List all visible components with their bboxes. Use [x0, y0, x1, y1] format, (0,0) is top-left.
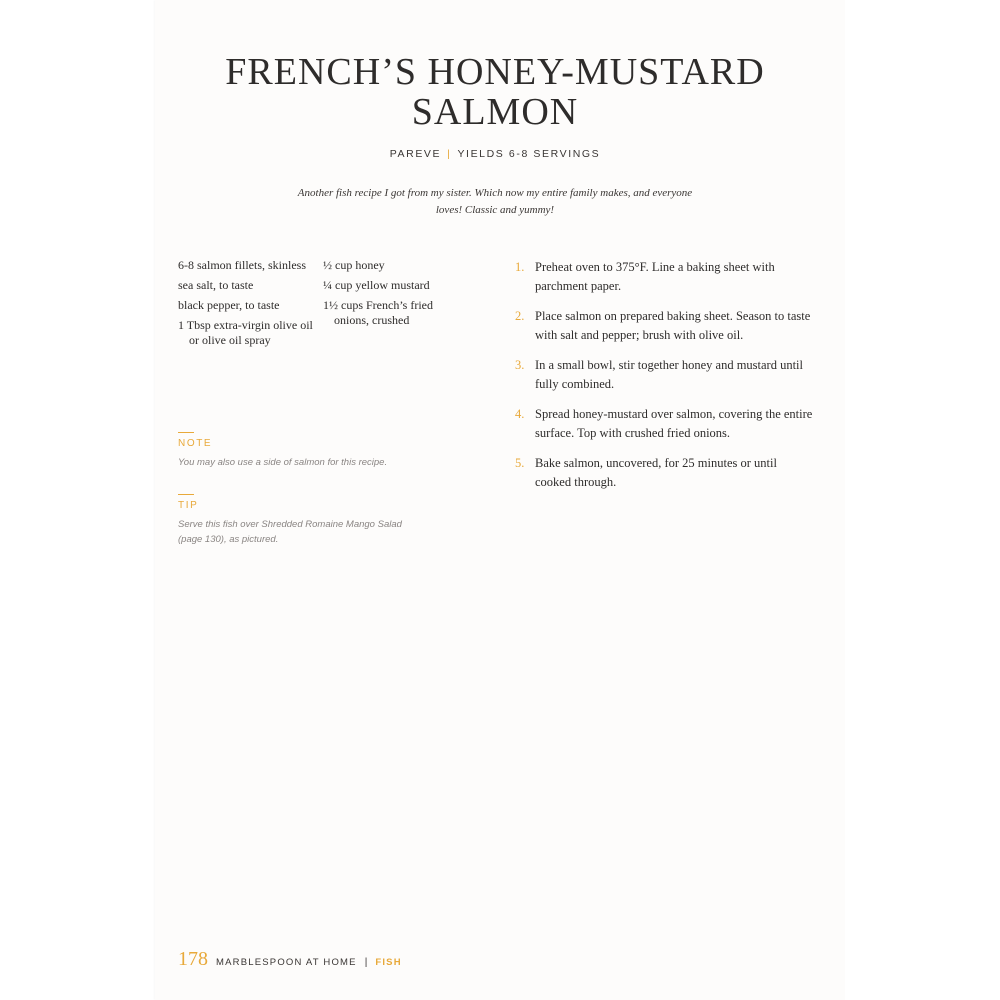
- ingredient-item: ½ cup honey: [323, 258, 385, 272]
- book-title: MARBLESPOON AT HOME: [216, 957, 357, 968]
- step-number: 2.: [515, 309, 525, 323]
- note-heading: NOTE: [178, 438, 213, 449]
- note-rule: [178, 432, 194, 433]
- step-text: Spread honey-mustard over salmon, covering the entire surface. Top with crushed fried onions.: [535, 407, 813, 440]
- step-text: Bake salmon, uncovered, for 25 minutes or until cooked through.: [535, 456, 777, 489]
- intro-line-2: loves! Classic and yummy!: [435, 204, 555, 216]
- recipe-title: [155, 52, 835, 132]
- instruction-step: [515, 454, 815, 492]
- page-footer: [178, 948, 578, 971]
- ingredients-column-1: [178, 258, 318, 353]
- section-name: FISH: [375, 957, 402, 968]
- ingredient-item: sea salt, to taste: [178, 278, 254, 292]
- title-line-1: FRENCH’S HONEY-MUSTARD: [225, 51, 765, 93]
- ingredients-column-2: [323, 258, 433, 333]
- step-number: 4.: [515, 407, 525, 421]
- tip-rule: [178, 494, 194, 495]
- category-label: PAREVE: [389, 148, 442, 160]
- step-number: 3.: [515, 358, 525, 372]
- ingredient-item: ¼ cup yellow mustard: [323, 278, 430, 292]
- ingredient-item: 6-8 salmon fillets, skinless: [178, 258, 306, 272]
- tip-text: Serve this fish over Shredded Romaine Mango Salad (page 130), as pictured.: [178, 519, 402, 545]
- tip-block: [178, 494, 428, 547]
- instruction-step: [515, 307, 815, 345]
- instructions-list: [515, 258, 815, 503]
- ingredient-item: black pepper, to taste: [178, 298, 280, 312]
- step-text: Place salmon on prepared baking sheet. Season to taste with salt and pepper; brush with olive oil.: [535, 309, 811, 342]
- step-number: 1.: [515, 260, 525, 274]
- recipe-meta: [155, 148, 835, 160]
- title-line-2: SALMON: [411, 91, 579, 133]
- yield-label: YIELDS 6-8 SERVINGS: [457, 148, 601, 160]
- ingredient-item: 1 Tbsp extra-virgin olive oil or olive oil spray: [178, 318, 313, 347]
- recipe-intro: [270, 185, 720, 219]
- step-number: 5.: [515, 456, 525, 470]
- page-number: 178: [178, 948, 208, 970]
- instruction-step: [515, 405, 815, 443]
- note-block: [178, 432, 438, 470]
- meta-separator: |: [447, 148, 452, 160]
- ingredient-item: 1½ cups French’s fried onions, crushed: [323, 298, 433, 327]
- note-text: You may also use a side of salmon for this recipe.: [178, 457, 388, 468]
- step-text: Preheat oven to 375°F. Line a baking sheet with parchment paper.: [535, 260, 775, 293]
- intro-line-1: Another fish recipe I got from my sister. Which now my entire family makes, and everyone: [297, 187, 693, 199]
- instruction-step: [515, 356, 815, 394]
- footer-separator: |: [364, 957, 368, 968]
- step-text: In a small bowl, stir together honey and mustard until fully combined.: [535, 358, 804, 391]
- tip-heading: TIP: [178, 500, 199, 511]
- instruction-step: [515, 258, 815, 296]
